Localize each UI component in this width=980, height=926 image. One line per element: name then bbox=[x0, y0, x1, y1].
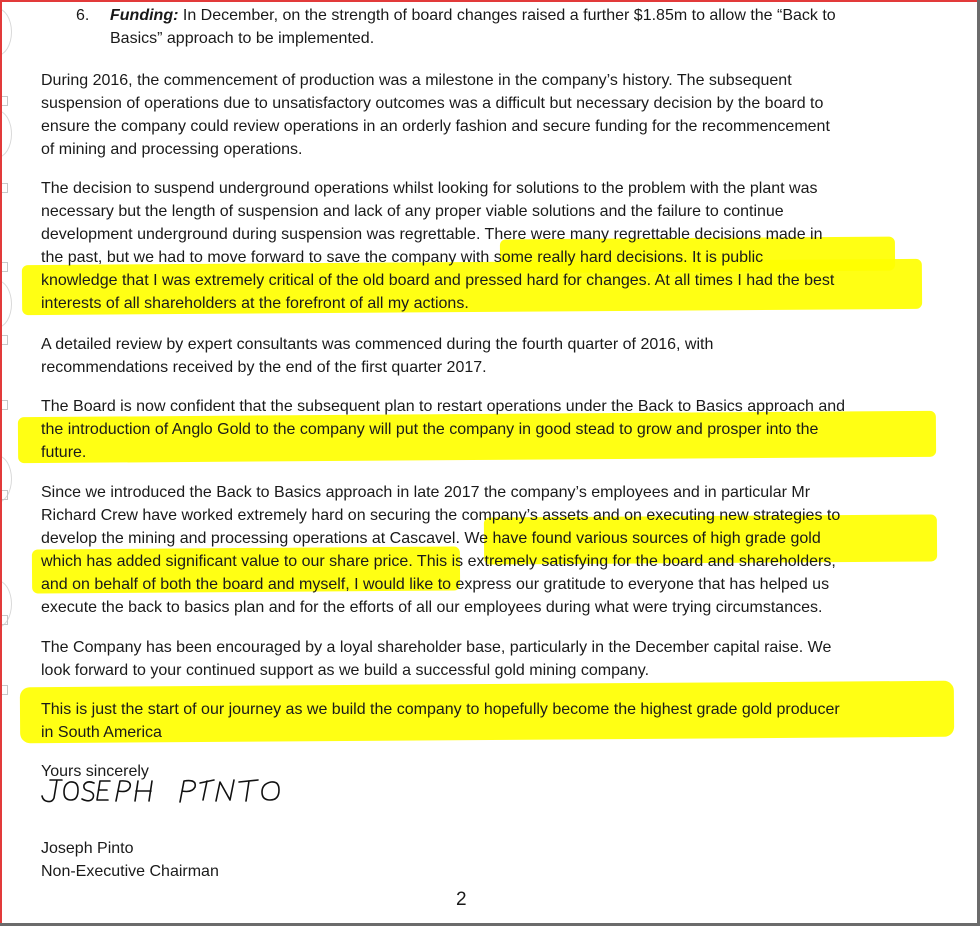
paragraph-line: and on behalf of both the board and myself, I would like to express our gratitude to everyone that has helped us bbox=[41, 576, 830, 593]
paragraph-line: This is just the start of our journey as we build the company to hopefully become the highest grade gold producer bbox=[41, 701, 840, 718]
list-item-line: Basics” approach to be implemented. bbox=[110, 30, 375, 47]
paragraph-line: The Company has been encouraged by a loyal shareholder base, particularly in the December capital raise. We bbox=[41, 639, 832, 656]
paragraph-line: A detailed review by expert consultants was commenced during the fourth quarter of 2016, with bbox=[41, 336, 714, 353]
paragraph-line: the introduction of Anglo Gold to the company will put the company in good stead to grow and prosper into the bbox=[41, 421, 819, 438]
paragraph-line: execute the back to basics plan and for the efforts of all our employees during what were trying circumstances. bbox=[41, 599, 823, 616]
paragraph-line: suspension of operations due to unsatisfactory outcomes was a difficult but necessary decision by the board to bbox=[41, 95, 824, 112]
paragraph-line: which has added significant value to our share price. This is extremely satisfying for the board and shareholders, bbox=[41, 553, 836, 570]
paragraph-line: develop the mining and processing operations at Cascavel. We have found various sources of high grade gold bbox=[41, 530, 821, 547]
list-item-text: In December, on the strength of board changes raised a further $1.85m to allow the “Back to bbox=[178, 7, 836, 24]
paragraph-line: The decision to suspend underground operations whilst looking for solutions to the problem with the plant was bbox=[41, 180, 818, 197]
paragraph-line: Since we introduced the Back to Basics approach in late 2017 the company’s employees and in particular Mr bbox=[41, 484, 811, 501]
paragraph-line: development underground during suspension was regrettable. There were many regrettable decisions made in bbox=[41, 226, 823, 243]
list-number: 6. bbox=[76, 7, 90, 24]
paragraph-line: During 2016, the commencement of production was a milestone in the company’s history. The subsequent bbox=[41, 72, 792, 89]
paragraph-line: recommendations received by the end of the first quarter 2017. bbox=[41, 359, 487, 376]
list-item-label: Funding: bbox=[110, 7, 179, 24]
paragraph-line: future. bbox=[41, 444, 87, 461]
paragraph-line: interests of all shareholders at the forefront of all my actions. bbox=[41, 295, 469, 312]
paragraph-line: The Board is now confident that the subsequent plan to restart operations under the Back to Basics approach and bbox=[41, 398, 846, 415]
paragraph-line: of mining and processing operations. bbox=[41, 141, 303, 158]
page-number: 2 bbox=[456, 889, 467, 910]
paragraph-line: necessary but the length of suspension and lack of any proper viable solutions and the failure to continue bbox=[41, 203, 784, 220]
paragraph-line: look forward to your continued support as we build a successful gold mining company. bbox=[41, 662, 650, 679]
paragraph-line: the past, but we had to move forward to save the company with some really hard decisions. It is public bbox=[41, 249, 764, 266]
closing-text: Yours sincerely bbox=[41, 763, 149, 780]
signer-name: Joseph Pinto bbox=[41, 840, 134, 857]
paragraph-line: ensure the company could review operations in an orderly fashion and secure funding for the recommencement bbox=[41, 118, 830, 135]
paragraph-line: knowledge that I was extremely critical of the old board and pressed hard for changes. At all times I had the best bbox=[41, 272, 835, 289]
paragraph-line: Richard Crew have worked extremely hard on securing the company’s assets and on executing new strategies to bbox=[41, 507, 841, 524]
paragraph-line: in South America bbox=[41, 724, 162, 741]
signer-title: Non-Executive Chairman bbox=[41, 863, 219, 880]
